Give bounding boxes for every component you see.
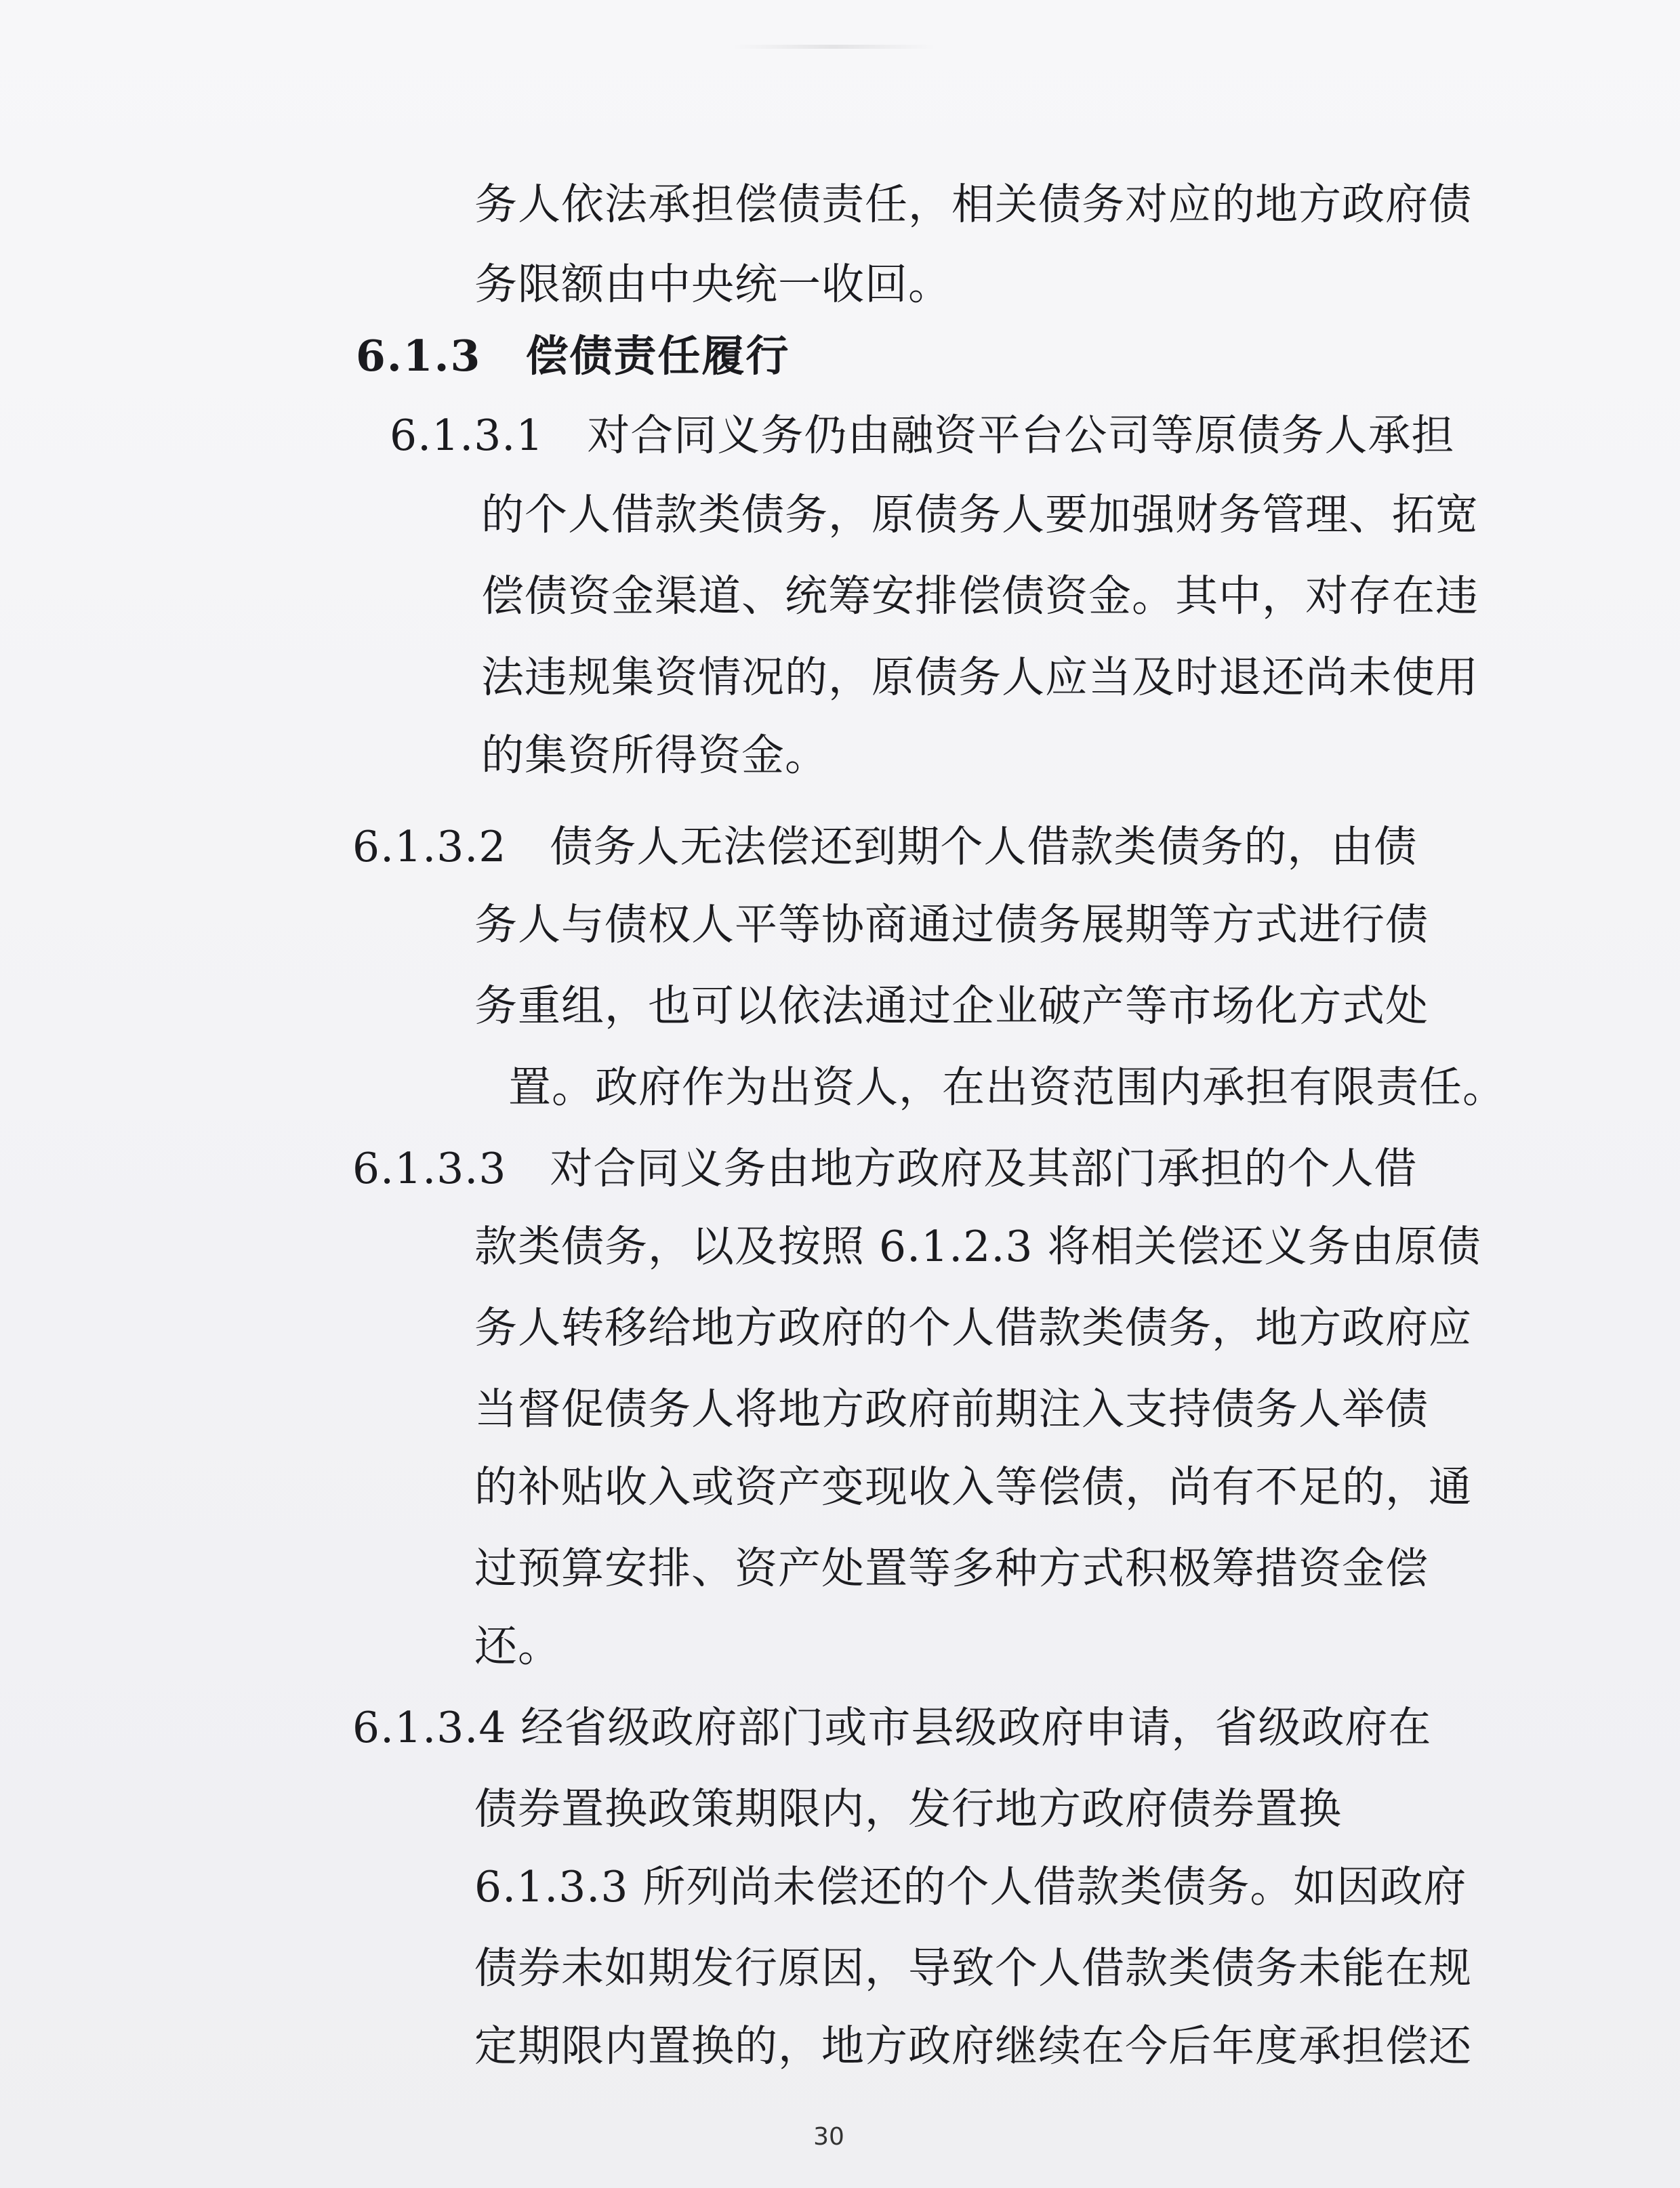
text-line-19: 还。 [474,1622,561,1671]
text-line-11: 务重组，也可以依法通过企业破产等市场化方式处 [474,981,1429,1031]
text-line-18: 过预算安排、资产处置等多种方式积极筹措资金偿 [474,1544,1429,1593]
scan-artifact [732,45,935,49]
text-line-8: 的集资所得资金。 [481,730,828,780]
text-line-21: 债券置换政策期限内，发行地方政府债券置换 [474,1784,1342,1834]
text-line-10: 务人与债权人平等协商通过债务展期等方式进行债 [474,900,1429,949]
text-line-6: 偿债资金渠道、统筹安排偿债资金。其中，对存在违 [481,571,1479,621]
text-line-7: 法违规集资情况的，原债务人应当及时退还尚未使用 [481,653,1479,702]
section-heading-6-1-3: 6.1.3 偿债责任履行 [356,331,790,381]
text-line-13: 6.1.3.3 对合同义务由地方政府及其部门承担的个人借 [352,1144,1418,1193]
page-number: 30 [813,2123,844,2151]
text-line-16: 当督促债务人将地方政府前期注入支持债务人举债 [474,1384,1429,1434]
text-line-2: 务限额由中央统一收回。 [474,260,951,309]
text-line-5: 的个人借款类债务，原债务人要加强财务管理、拓宽 [481,490,1479,539]
text-line-1: 务人依法承担偿债责任，相关债务对应的地方政府债 [474,180,1472,229]
text-line-4: 6.1.3.1 对合同义务仍由融资平台公司等原债务人承担 [390,411,1455,460]
text-line-17: 的补贴收入或资产变现收入等偿债，尚有不足的，通 [474,1462,1472,1512]
text-line-20: 6.1.3.4 经省级政府部门或市县级政府申请，省级政府在 [352,1703,1432,1752]
text-line-23: 债券未如期发行原因，导致个人借款类债务未能在规 [474,1943,1472,1993]
text-line-14: 款类债务，以及按照 6.1.2.3 将相关偿还义务由原债 [474,1222,1481,1271]
text-line-9: 6.1.3.2 债务人无法偿还到期个人借款类债务的，由债 [352,822,1418,871]
text-line-15: 务人转移给地方政府的个人借款类债务，地方政府应 [474,1303,1472,1353]
text-line-24: 定期限内置换的，地方政府继续在今后年度承担偿还 [474,2021,1472,2071]
text-line-12: 置。政府作为出资人，在出资范围内承担有限责任。 [508,1062,1506,1112]
text-line-22: 6.1.3.3 所列尚未偿还的个人借款类债务。如因政府 [474,1862,1467,1912]
